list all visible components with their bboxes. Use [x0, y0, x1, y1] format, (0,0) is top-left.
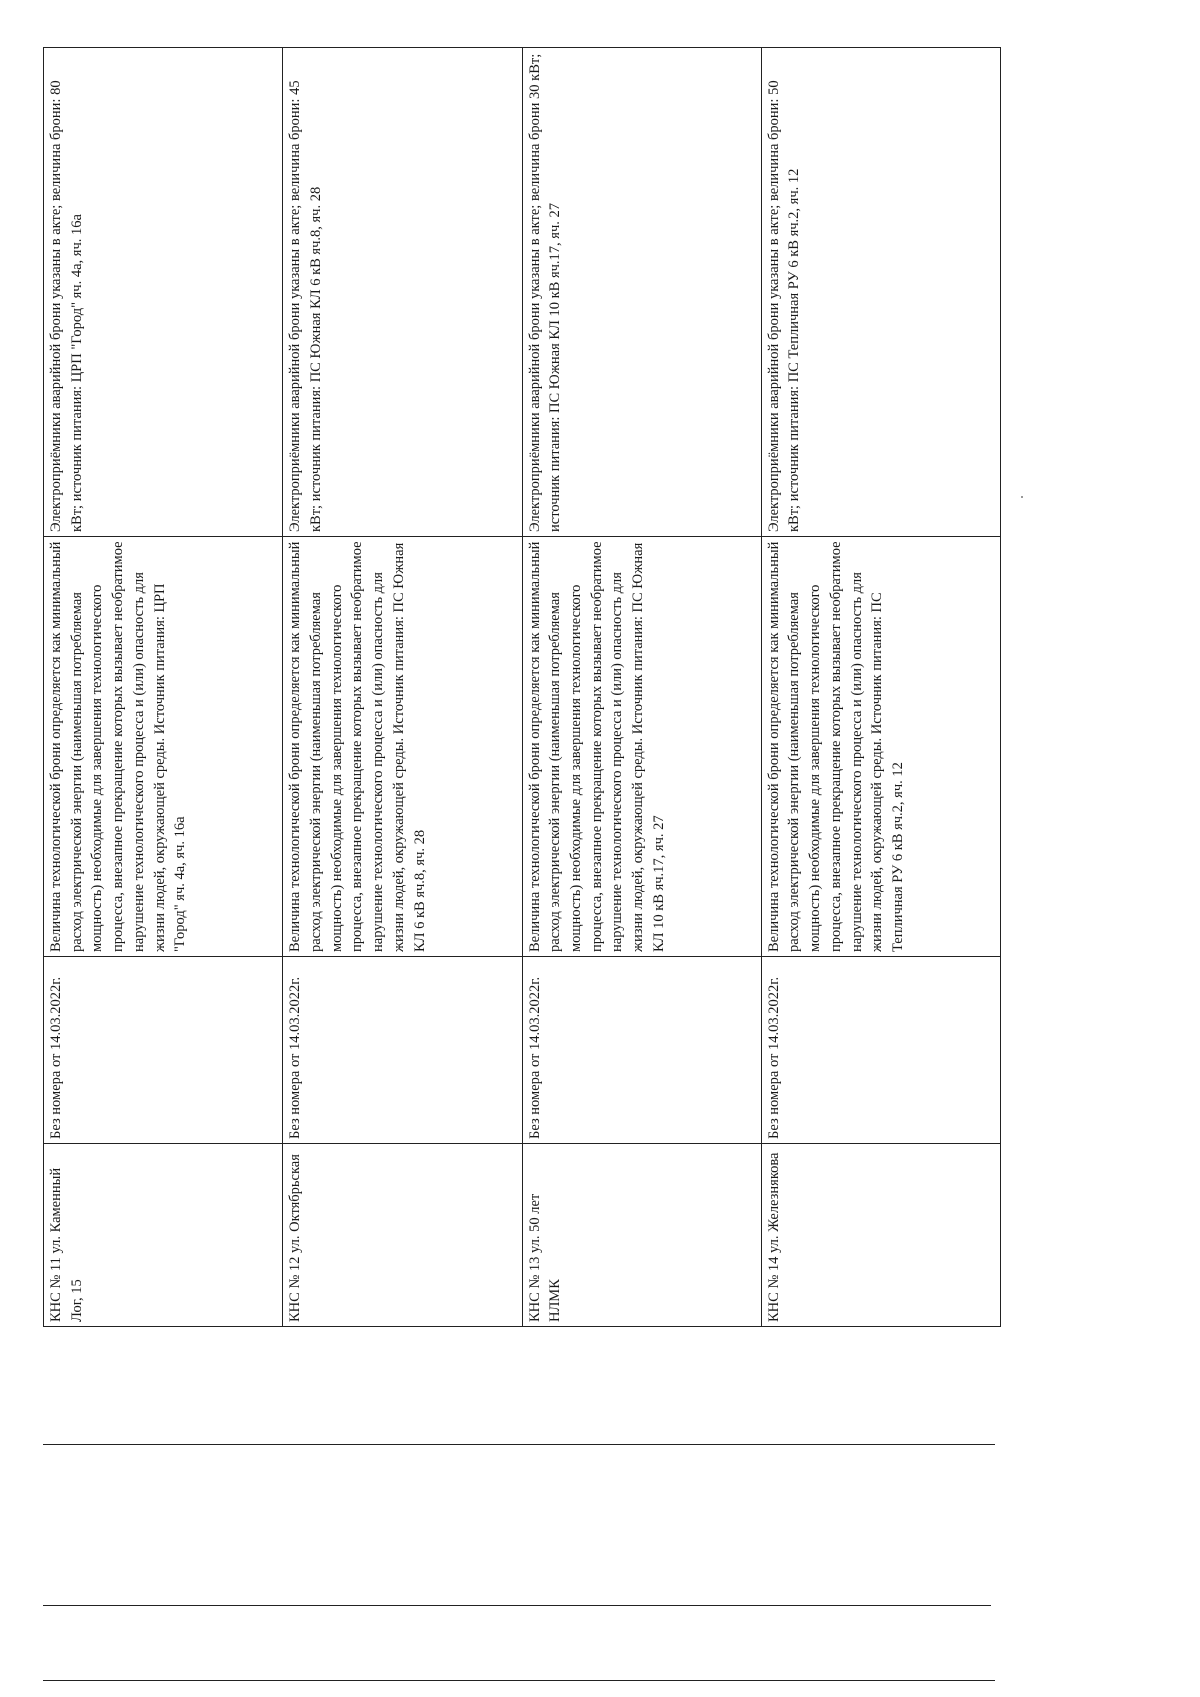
- emergency-reserve-cell: Электроприёмники аварийной брони указаны в акте; величина брони: 50 кВт; источник питания: ПС Тепличная РУ 6 кВ яч.2, яч. 12: [761, 48, 1000, 537]
- act-cell: Без номера от 14.03.2022г.: [522, 957, 761, 1144]
- emergency-reserve-cell: Электроприёмники аварийной брони указаны в акте; величина брони: 80 кВт; источник питания: ЦРП "Город" яч. 4а, яч. 16а: [44, 48, 283, 537]
- tech-reserve-cell: Величина технологической брони определяется как минимальный расход электрической энергии (наименьшая потребляемая мощность) необходимые для завершения технологического процесса, внезапное прекращение которых вызывает необратимое нарушение технологического процесса и (или) опасность для жизни людей, окружающей среды. Источник питания: ПС Тепличная РУ 6 кВ яч.2, яч. 12: [761, 537, 1000, 957]
- emergency-reserve-cell: Электроприёмники аварийной брони указаны в акте; величина брони 30 кВт; источник питания: ПС Южная КЛ 10 кВ яч.17, яч. 27: [522, 48, 761, 537]
- table-row: [283, 48, 522, 1327]
- table-row: [761, 48, 1000, 1327]
- object-cell: КНС № 12 ул. Октябрьская: [283, 1144, 522, 1327]
- scan-speck: [1021, 496, 1023, 498]
- act-cell: Без номера от 14.03.2022г.: [761, 957, 1000, 1144]
- emergency-reserve-cell: Электроприёмники аварийной брони указаны в акте; величина брони: 45 кВт; источник питания: ПС Южная КЛ 6 кВ яч.8, яч. 28: [283, 48, 522, 537]
- object-cell: КНС № 11 ул. Каменный Лог, 15: [44, 1144, 283, 1327]
- rotated-table-container: [43, 48, 1001, 1327]
- table-row: [44, 48, 283, 1327]
- reservation-table: [43, 47, 1001, 1327]
- signature-line-2: [43, 1605, 991, 1606]
- table-row: [522, 48, 761, 1327]
- act-cell: Без номера от 14.03.2022г.: [44, 957, 283, 1144]
- object-cell: КНС № 14 ул. Железнякова: [761, 1144, 1000, 1327]
- tech-reserve-cell: Величина технологической брони определяется как минимальный расход электрической энергии (наименьшая потребляемая мощность) необходимые для завершения технологического процесса, внезапное прекращение которых вызывает необратимое нарушение технологического процесса и (или) опасность для жизни людей, окружающей среды. Источник питания: ЦРП "Город" яч. 4а, яч. 16а: [44, 537, 283, 957]
- object-cell: КНС № 13 ул. 50 лет НЛМК: [522, 1144, 761, 1327]
- signature-line-3: [43, 1680, 995, 1681]
- act-cell: Без номера от 14.03.2022г.: [283, 957, 522, 1144]
- tech-reserve-cell: Величина технологической брони определяется как минимальный расход электрической энергии (наименьшая потребляемая мощность) необходимые для завершения технологического процесса, внезапное прекращение которых вызывает необратимое нарушение технологического процесса и (или) опасность для жизни людей, окружающей среды. Источник питания: ПС Южная КЛ 6 кВ яч.8, яч. 28: [283, 537, 522, 957]
- signature-line-1: [43, 1444, 995, 1445]
- tech-reserve-cell: Величина технологической брони определяется как минимальный расход электрической энергии (наименьшая потребляемая мощность) необходимые для завершения технологического процесса, внезапное прекращение которых вызывает необратимое нарушение технологического процесса и (или) опасность для жизни людей, окружающей среды. Источник питания: ПС Южная КЛ 10 кВ яч.17, яч. 27: [522, 537, 761, 957]
